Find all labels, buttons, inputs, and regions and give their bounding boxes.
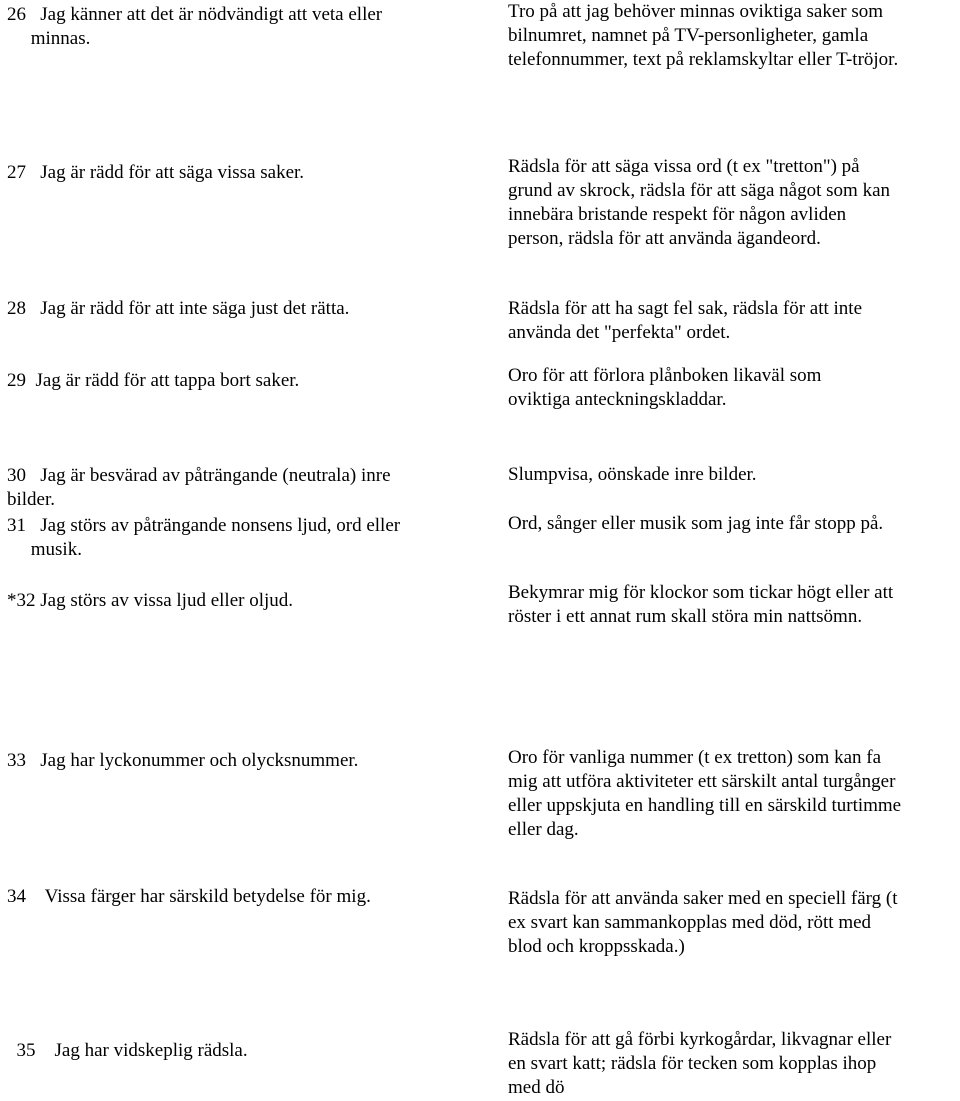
explanation-31: Ord, sånger eller musik som jag inte får stopp på. <box>508 513 884 534</box>
explanation-27: Rädsla för att säga vissa ord (t ex "tretton") på grund av skrock, rädsla för att säga något som kan innebära bristande respekt för någon avliden person, rädsla för att använda ägandeord. <box>508 156 891 249</box>
explanation-28: Rädsla för att ha sagt fel sak, rädsla för att inte använda det "perfekta" ordet. <box>508 298 863 343</box>
explanation-35: Rädsla för att gå förbi kyrkogårdar, likvagnar eller en svart katt; rädsla för tecken som kopplas ihop med dö <box>508 1029 892 1098</box>
explanation-33: Oro för vanliga nummer (t ex tretton) som kan fa mig att utföra aktiviteter ett särskilt antal turgånger eller uppskjuta en handling till en särskild turtimme eller dag. <box>508 747 902 840</box>
statement-33: 33 Jag har lyckonummer och olycksnummer. <box>7 750 359 771</box>
explanation-29: Oro för att förlora plånboken likaväl som oviktiga anteckningskladdar. <box>508 365 822 410</box>
statement-27: 27 Jag är rädd för att säga vissa saker. <box>7 162 305 183</box>
statement-26: 26 Jag känner att det är nödvändigt att veta eller minnas. <box>7 4 383 49</box>
statement-34: 34 Vissa färger har särskild betydelse för mig. <box>7 886 371 907</box>
statement-35: 35 Jag har vidskeplig rädsla. <box>7 1040 248 1061</box>
statement-31: 31 Jag störs av påträngande nonsens ljud, ord eller musik. <box>7 515 401 560</box>
statement-32: *32 Jag störs av vissa ljud eller oljud. <box>7 590 294 611</box>
explanation-26: Tro på att jag behöver minnas oviktiga saker som bilnumret, namnet på TV-personligheter, gamla telefonnummer, text på reklamskyltar eller T-tröjor. <box>508 1 899 70</box>
statement-29: 29 Jag är rädd för att tappa bort saker. <box>7 370 300 391</box>
explanation-32: Bekymrar mig för klockor som tickar högt eller att röster i ett annat rum skall störa min nattsömn. <box>508 582 894 627</box>
explanation-34: Rädsla för att använda saker med en speciell färg (t ex svart kan sammankopplas med död, rött med blod och kroppsskada.) <box>508 888 898 957</box>
statement-28: 28 Jag är rädd för att inte säga just det rätta. <box>7 298 350 319</box>
statement-30: 30 Jag är besvärad av påträngande (neutrala) inre bilder. <box>7 465 391 510</box>
explanation-30: Slumpvisa, oönskade inre bilder. <box>508 464 757 485</box>
